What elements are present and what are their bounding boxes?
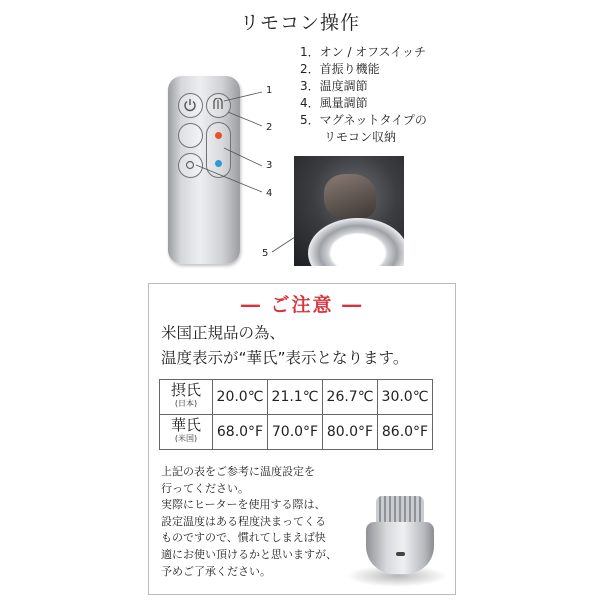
feature-item: 4．風量調節 <box>300 96 368 110</box>
temperature-table <box>159 379 433 450</box>
callout-3: 3 <box>266 160 273 171</box>
heater-image <box>366 496 434 576</box>
callout-1: 1 <box>266 85 273 96</box>
page-title: リモコン操作 <box>239 12 360 34</box>
footnote-line: 上記の表をご参考に温度設定を <box>161 465 315 478</box>
footnote-line: 実際にヒーターを使用する際は、 <box>161 498 326 512</box>
footnote-line: 行ってください。 <box>161 481 249 495</box>
magnetic-storage-photo <box>294 156 404 266</box>
footnote-line: 予めご了承ください。 <box>161 564 271 578</box>
heater-base <box>366 522 434 574</box>
footnote-line: 設定温度はある程度決まってくる <box>161 514 326 528</box>
table-row <box>160 415 433 450</box>
footnote-line: 適にお使い頂けるかと思いますが、 <box>161 547 337 561</box>
feature-item: 1．オン / オフスイッチ <box>300 45 426 59</box>
heater-display <box>396 552 405 556</box>
table-cell: 68.0°F <box>213 415 268 450</box>
footnote-line: ものですので、慣れてしまえば快 <box>161 531 326 545</box>
table-cell: 86.0°F <box>378 415 433 450</box>
feature-item: 5．マグネットタイプの <box>300 113 427 127</box>
feature-item: 3．温度調節 <box>300 79 368 93</box>
notice-line-2: 温度表示が“華氏”表示となります。 <box>161 349 409 367</box>
heater-top-ring <box>308 218 404 266</box>
table-row <box>160 380 433 415</box>
table-cell: 70.0°F <box>268 415 323 450</box>
callout-2: 2 <box>266 122 273 133</box>
table-cell: 80.0°F <box>323 415 378 450</box>
notice-heading: ― ご注意 ― <box>240 294 364 316</box>
feature-list <box>300 44 427 146</box>
feature-item: リモコン収納 <box>300 130 397 144</box>
table-cell: 30.0℃ <box>378 380 433 415</box>
table-cell: 21.1℃ <box>268 380 323 415</box>
row-label: 華氏 (米国) <box>160 415 213 450</box>
callout-4: 4 <box>266 188 273 199</box>
table-cell: 20.0℃ <box>213 380 268 415</box>
table-cell: 26.7℃ <box>323 380 378 415</box>
notice-line-1: 米国正規品の為、 <box>161 324 286 342</box>
hand-image <box>324 174 376 220</box>
footnote <box>161 464 337 580</box>
row-label: 摂氏 (日本) <box>160 380 213 415</box>
callout-5: 5 <box>262 248 269 259</box>
feature-item: 2．首振り機能 <box>300 62 380 76</box>
